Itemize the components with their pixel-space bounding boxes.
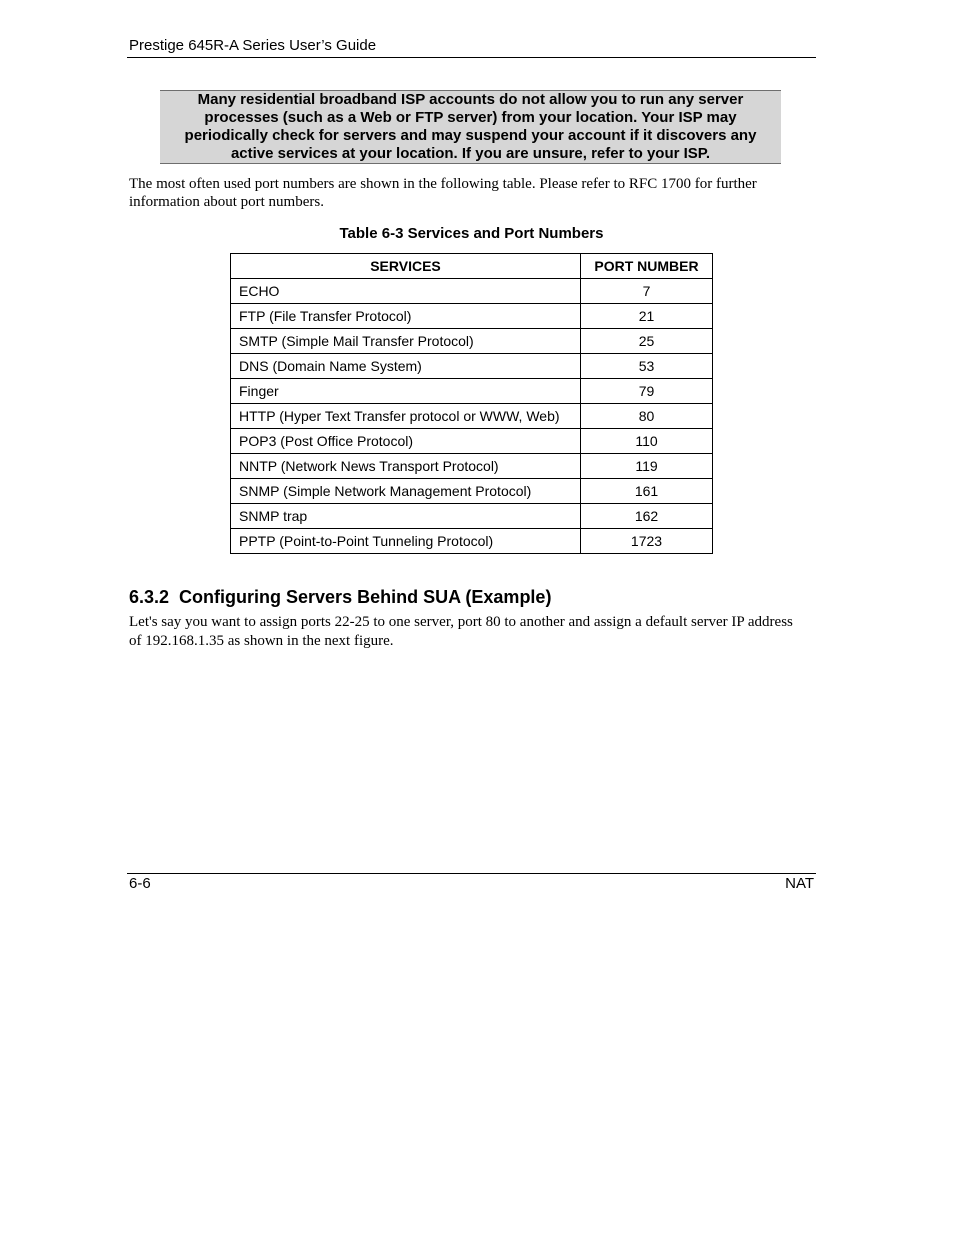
port-cell: 79 xyxy=(581,379,713,404)
intro-paragraph: The most often used port numbers are shown in the following table. Please refer to RFC 1700 for further information about port numbers. xyxy=(129,176,757,210)
service-cell: ECHO xyxy=(231,279,581,304)
table-row xyxy=(231,379,713,404)
table-header-row xyxy=(231,254,713,279)
header-services: SERVICES xyxy=(231,254,581,279)
footer-divider xyxy=(127,873,816,874)
header-port-number: PORT NUMBER xyxy=(581,254,713,279)
service-cell: HTTP (Hyper Text Transfer protocol or WWW, Web) xyxy=(231,404,581,429)
port-cell: 7 xyxy=(581,279,713,304)
table-row xyxy=(231,329,713,354)
table-caption: Table 6-3 Services and Port Numbers xyxy=(339,225,604,242)
table-row xyxy=(231,479,713,504)
chapter-name: NAT xyxy=(785,875,814,892)
table-row xyxy=(231,529,713,554)
port-cell: 161 xyxy=(581,479,713,504)
table-row xyxy=(231,354,713,379)
port-cell: 21 xyxy=(581,304,713,329)
table-row xyxy=(231,304,713,329)
port-cell: 80 xyxy=(581,404,713,429)
table-row xyxy=(231,454,713,479)
note-box xyxy=(160,90,781,164)
table-row xyxy=(231,429,713,454)
note-text: Many residential broadband ISP accounts do not allow you to run any server processes (such as a Web or FTP server) from your location. Your ISP may periodically check for servers and may suspend your account if it discovers any active services at your location. If you are unsure, refer to your ISP. xyxy=(184,91,757,162)
service-cell: PPTP (Point-to-Point Tunneling Protocol) xyxy=(231,529,581,554)
service-cell: SMTP (Simple Mail Transfer Protocol) xyxy=(231,329,581,354)
section-number: 6.3.2 xyxy=(129,587,170,607)
table-row xyxy=(231,279,713,304)
service-cell: SNMP (Simple Network Management Protocol) xyxy=(231,479,581,504)
header-divider xyxy=(127,57,816,58)
section-title: Configuring Servers Behind SUA (Example) xyxy=(179,587,552,607)
table-row xyxy=(231,504,713,529)
port-cell: 119 xyxy=(581,454,713,479)
service-cell: NNTP (Network News Transport Protocol) xyxy=(231,454,581,479)
services-port-table xyxy=(230,253,713,554)
service-cell: FTP (File Transfer Protocol) xyxy=(231,304,581,329)
port-cell: 110 xyxy=(581,429,713,454)
running-header: Prestige 645R-A Series User’s Guide xyxy=(129,37,377,54)
port-cell: 25 xyxy=(581,329,713,354)
service-cell: DNS (Domain Name System) xyxy=(231,354,581,379)
section-body-paragraph: Let's say you want to assign ports 22-25 to one server, port 80 to another and assign a default server IP address of 192.168.1.35 as shown in the next figure. xyxy=(129,614,793,649)
table-row xyxy=(231,404,713,429)
port-cell: 162 xyxy=(581,504,713,529)
service-cell: SNMP trap xyxy=(231,504,581,529)
service-cell: POP3 (Post Office Protocol) xyxy=(231,429,581,454)
port-cell: 1723 xyxy=(581,529,713,554)
service-cell: Finger xyxy=(231,379,581,404)
page-number: 6-6 xyxy=(129,875,151,892)
section-heading xyxy=(129,587,551,608)
port-cell: 53 xyxy=(581,354,713,379)
